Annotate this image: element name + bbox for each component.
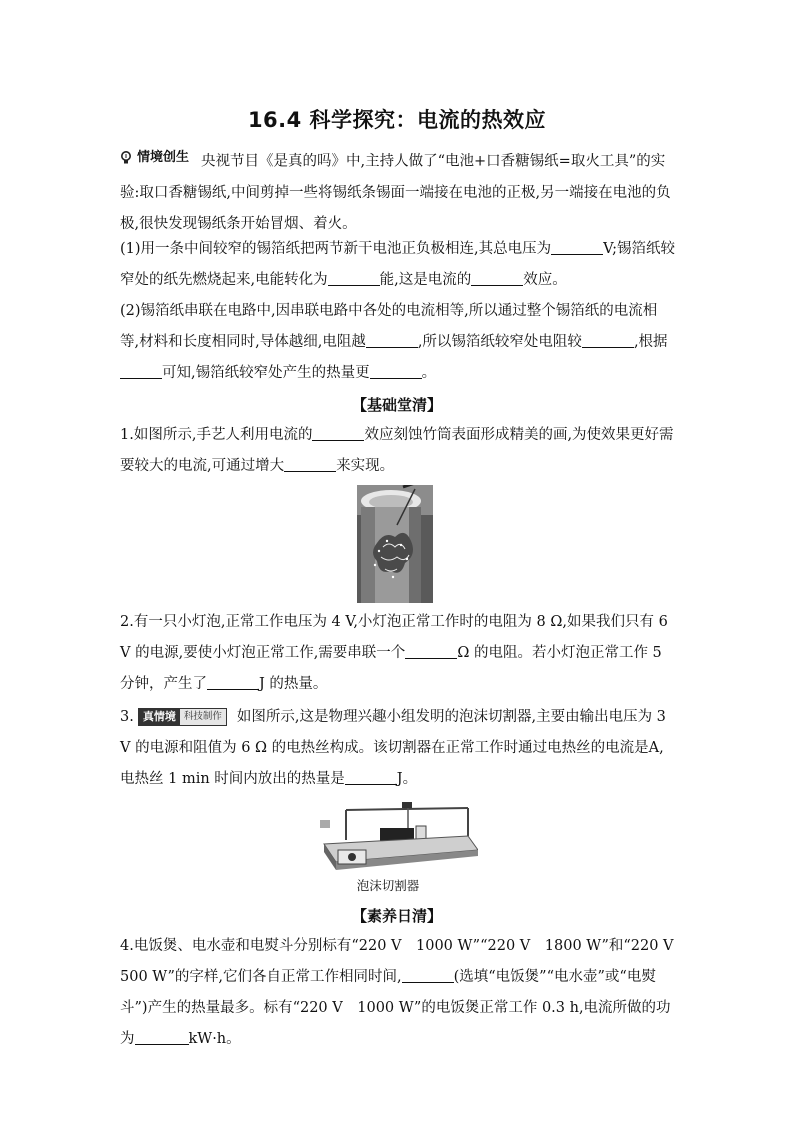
answer-blank[interactable] bbox=[345, 770, 397, 786]
page-title: 16.4 科学探究：电流的热效应 bbox=[247, 108, 547, 132]
p4-text-b: (选填“电饭煲”“电水壶”或“电熨斗”)产生的热量最多。标有“220 V 1000 W”的电饭煲正常工作 0.3 h,电流所做的功为 bbox=[120, 969, 671, 1047]
answer-blank[interactable] bbox=[135, 1030, 189, 1046]
q1-text-a: (1)用一条中间较窄的锡箔纸把两节新干电池正负极相连,其总电压为 bbox=[120, 241, 552, 257]
answer-blank[interactable] bbox=[370, 364, 422, 380]
figure-caption: 泡沫切割器 bbox=[356, 878, 420, 893]
q2-text-d: 可知,锡箔纸较窄处产生的热量更 bbox=[162, 365, 370, 381]
q2-text-a: (2)锡箔纸串联在电路中,因串联电路中各处的电流相等,所以通过整个锡箔纸的电流相等,材料和长度相同时,导体越细,电阻越 bbox=[120, 303, 658, 350]
foam-cutter-photo bbox=[318, 800, 478, 872]
section-heading-literacy: 【素养日清】 bbox=[351, 907, 442, 925]
p3-text-a: 如图所示,这是物理兴趣小组发明的泡沫切割器,主要由输出电压为 3 V 的电源和阻值为 6 Ω 的电热丝构成。该切割器在正常工作时通过电热丝的电流是 bbox=[120, 709, 666, 756]
q1-text-b: V;锡箔纸较窄处的纸先燃烧起来,电能转化为 bbox=[120, 241, 676, 288]
intro-badge bbox=[120, 142, 189, 173]
intro-question-1 bbox=[120, 234, 676, 296]
bamboo-carving-photo bbox=[357, 485, 433, 603]
p2-text-b: Ω 的电阻。若小灯泡正常工作 5 分钟，产生了 bbox=[120, 645, 662, 692]
q1-text-d: 效应。 bbox=[523, 272, 567, 288]
answer-blank[interactable] bbox=[284, 457, 336, 473]
intro-badge-label: 情境创生 bbox=[137, 150, 190, 165]
tag-real-situation: 真情境 bbox=[139, 709, 180, 725]
answer-blank[interactable] bbox=[582, 333, 634, 349]
answer-blank[interactable] bbox=[551, 240, 603, 256]
q1-text-c: 能,这是电流的 bbox=[379, 272, 472, 288]
p3-number: 3. bbox=[120, 709, 134, 725]
answer-blank[interactable] bbox=[207, 675, 259, 691]
answer-blank[interactable] bbox=[120, 364, 162, 380]
question-2 bbox=[120, 607, 676, 700]
answer-blank[interactable] bbox=[312, 426, 364, 442]
p4-text-c: kW·h。 bbox=[188, 1031, 241, 1047]
p1-text-b: 效应刻蚀竹筒表面形成精美的画,为使效果更好需要较大的电流,可通过增大 bbox=[120, 427, 674, 474]
answer-blank[interactable] bbox=[405, 644, 457, 660]
question-4 bbox=[120, 931, 689, 1055]
p3-text-c: J。 bbox=[396, 771, 418, 787]
p4-text-a: 4.电饭煲、电水壶和电熨斗分别标有“220 V 1000 W”“220 V 1800 W”和“220 V 500 W”的字样,它们各自正常工作相同时间, bbox=[120, 938, 689, 985]
intro-text: 央视节目《是真的吗》中,主持人做了“电池+口香糖锡纸=取火工具”的实验:取口香糖锡纸,中间剪掉一些将锡纸条锡面一端接在电池的正极,另一端接在电池的负极,很快发现锡纸条开始冒烟、着火。 bbox=[120, 153, 671, 232]
question-1 bbox=[120, 420, 676, 482]
p1-text-c: 来实现。 bbox=[336, 458, 395, 474]
answer-blank[interactable] bbox=[366, 333, 418, 349]
answer-blank[interactable] bbox=[471, 271, 523, 287]
p1-text-a: 1.如图所示,手艺人利用电流的 bbox=[120, 427, 313, 443]
intro-paragraph bbox=[120, 142, 676, 240]
lightbulb-icon bbox=[120, 151, 132, 165]
section-heading-basic: 【基础堂清】 bbox=[351, 396, 442, 414]
p2-text-a: 2.有一只小灯泡,正常工作电压为 4 V,小灯泡正常工作时的电阻为 8 Ω,如果我们只有 6 V 的电源,要使小灯泡正常工作,需要串联一个 bbox=[120, 614, 668, 661]
answer-blank[interactable] bbox=[328, 271, 380, 287]
q2-text-c: ,根据 bbox=[633, 334, 668, 350]
p3-text-b: A,电热丝 1 min 时间内放出的热量是 bbox=[120, 740, 664, 787]
question-3 bbox=[120, 702, 676, 795]
q2-text-b: ,所以锡箔纸较窄处电阻较 bbox=[417, 334, 582, 350]
situation-tag bbox=[138, 708, 227, 726]
q2-text-e: 。 bbox=[421, 365, 437, 381]
tag-tech-making: 科技制作 bbox=[180, 709, 226, 725]
answer-blank[interactable] bbox=[402, 968, 454, 984]
intro-question-2 bbox=[120, 296, 676, 389]
p2-text-c: J 的热量。 bbox=[259, 676, 328, 692]
